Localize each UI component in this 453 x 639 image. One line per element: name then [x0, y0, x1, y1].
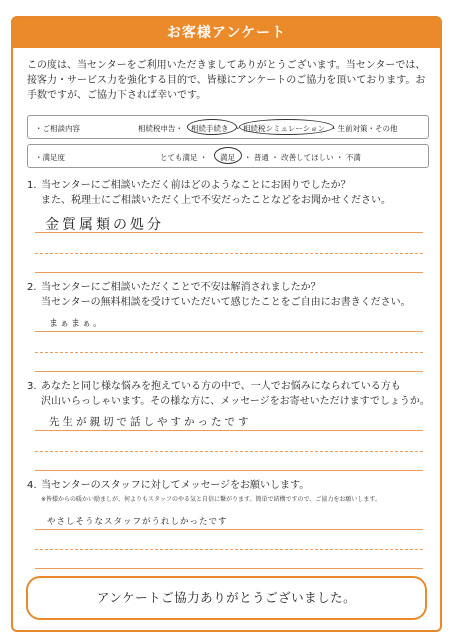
consultation-label: ・ご相談内容: [35, 124, 80, 133]
option-inheritance-procedure[interactable]: 相続手続き: [191, 124, 229, 133]
option-separator: ・: [234, 124, 242, 133]
option-tax-simulation[interactable]: 相続税シミュレーション: [243, 124, 326, 133]
question-4-note: ※皆様からの暖かい励ましが、何よりもスタッフのやる気と自信に繋がります。簡単で結構ですので、ご協力をお願いします。: [41, 496, 381, 503]
consultation-options: [27, 115, 429, 139]
answer-line: [35, 272, 423, 273]
answer-line: [35, 470, 423, 471]
intro-text: この度は、当センターをご利用いただきましてありがとうございます。当センターでは、接客力・サービス力を強化する目的で、皆様にアンケートのご協力を頂いております。お手数ですが、ご協力下されば幸いです。: [27, 60, 426, 101]
satisfaction-options: [27, 144, 429, 168]
answer-2[interactable]: まぁまぁ。: [49, 319, 105, 329]
answer-4[interactable]: やさしそうなスタッフがうれしかったです: [47, 517, 228, 527]
page-title: お客様アンケート: [166, 25, 287, 41]
circle-mark: [239, 119, 334, 135]
answer-1[interactable]: 金質属類の処分: [45, 217, 164, 233]
answer-line: [35, 549, 423, 550]
answer-line: [35, 232, 423, 233]
answer-line: [35, 371, 423, 372]
answer-line: [35, 568, 423, 569]
title-bar: [13, 18, 440, 48]
answer-line: [35, 352, 423, 353]
answer-line: [35, 529, 423, 530]
answer-line: [35, 331, 423, 332]
circle-mark: [187, 119, 237, 135]
thank-you-text: アンケートご協力ありがとうございました。: [96, 590, 357, 605]
answer-3[interactable]: 先生が親切で話しやすかったです: [49, 416, 252, 428]
circle-mark: [214, 147, 242, 164]
satisfaction-label: ・満足度: [35, 153, 65, 162]
option-satisfied[interactable]: 満足: [220, 153, 235, 162]
answer-line: [35, 430, 423, 431]
question-4: 4. 当センターのスタッフに対してメッセージをお願いします。: [27, 480, 310, 491]
option-remaining[interactable]: ・ 普通 ・ 改善してほしい ・ 不満: [244, 153, 361, 162]
question-3: 3. あなたと同じ様な悩みを抱えている方の中で、一人でお悩みになられている方も 沢山いらっしゃいます。その様な方に、メッセージをお寄せいただけますでしょうか。: [27, 381, 430, 407]
answer-line: [35, 253, 423, 254]
option-inheritance-tax-filing[interactable]: 相続税申告・: [138, 124, 183, 133]
answer-line: [35, 451, 423, 452]
option-very-satisfied[interactable]: とても満足 ・: [160, 153, 208, 162]
question-2: 2. 当センターにご相談いただくことで不安は解消されましたか？ 当センターの無料相談を受けていただいて感じたことをご自由にお書きください。: [27, 282, 411, 308]
option-other[interactable]: ・生前対策・その他: [330, 124, 398, 133]
question-1: 1. 当センターにご相談いただく前はどのようなことにお困りでしたか？ また、税理士にご相談いただく上で不安だったことなどをお聞かせください。: [27, 180, 391, 206]
thank-you-box: [26, 576, 427, 620]
survey-sheet: [11, 16, 442, 632]
